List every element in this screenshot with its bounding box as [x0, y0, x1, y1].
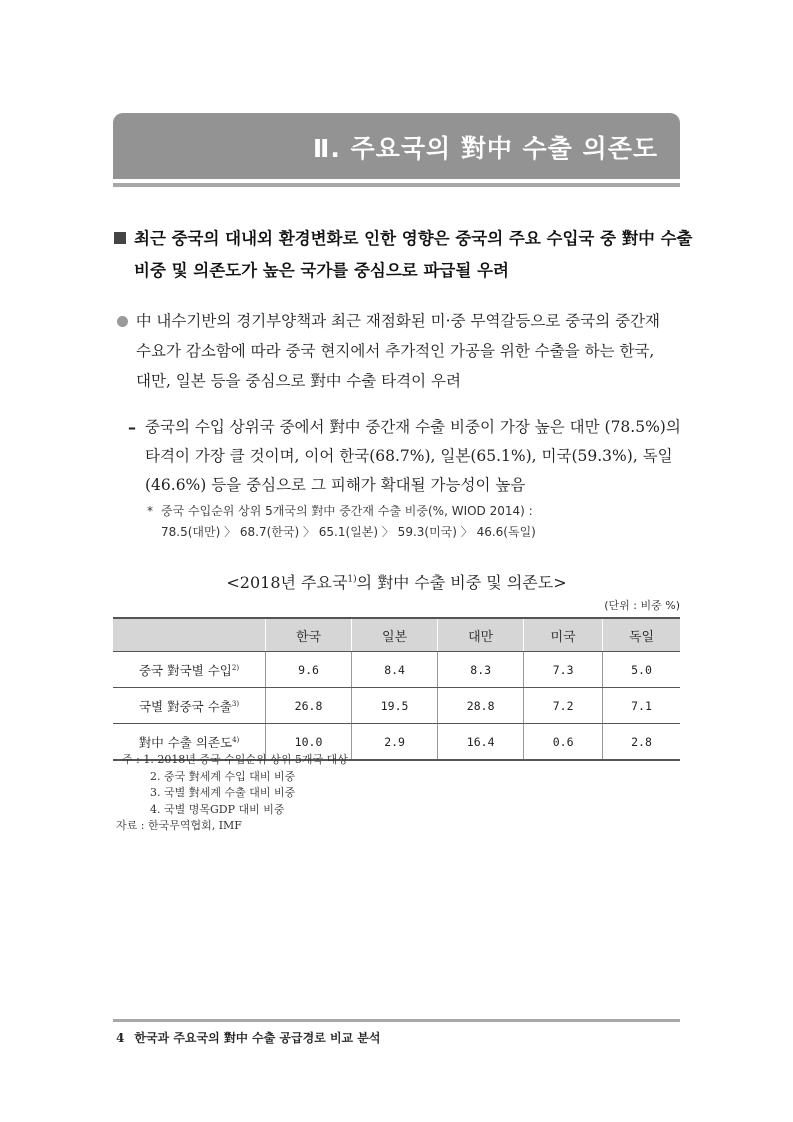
table-cell: 7.3 [524, 652, 603, 688]
bullet-line: 수요가 감소함에 따라 중국 현지에서 추가적인 가공을 위한 수출을 하는 한국, [136, 342, 655, 360]
asterisk-marker: * [147, 504, 153, 518]
footnote-line: 78.5(대만) 〉 68.7(한국) 〉 65.1(일본) 〉 59.3(미국) 〉 46.6(독일) [161, 525, 536, 539]
sub-bullet-paragraph [145, 413, 687, 500]
table-note: 주 : 1. 2018년 중국 수입순위 상위 5개국 대상 [122, 753, 348, 766]
summary-heading-line: 최근 중국의 대내외 환경변화로 인한 영향은 중국의 주요 수입국 중 對中 수출 [134, 229, 693, 248]
dash-marker: – [128, 418, 136, 437]
section-title: Ⅱ. 주요국의 對中 수출 의존도 [312, 134, 658, 163]
sub-bullet-line: 중국의 수입 상위국 중에서 對中 중간재 수출 비중이 가장 높은 대만 (78.5%)의 [145, 418, 681, 436]
square-bullet-icon [114, 232, 126, 244]
table-cell: 7.2 [524, 688, 603, 724]
footer-divider [113, 1019, 680, 1022]
bullet-line: 中 내수기반의 경기부양책과 최근 재점화된 미·중 무역갈등으로 중국의 중간재 [136, 312, 661, 330]
table-notes [116, 752, 348, 835]
banner-divider [113, 183, 680, 187]
table-note: 2. 중국 對세계 수입 대비 비중 [150, 769, 296, 783]
summary-heading-line: 비중 및 의존도가 높은 국가를 중심으로 파급될 우려 [134, 261, 509, 280]
table-cell: 26.8 [266, 688, 352, 724]
column-header: 한국 [266, 618, 352, 652]
table-cell: 8.3 [438, 652, 524, 688]
table-row [113, 652, 680, 688]
source-note: 자료 : 한국무역협회, IMF [116, 819, 242, 832]
caption-text: 의 對中 수출 비중 및 의존도> [356, 573, 567, 592]
table-note: 4. 국별 명목GDP 대비 비중 [150, 802, 285, 816]
table-cell: 19.5 [352, 688, 438, 724]
table-cell: 8.4 [352, 652, 438, 688]
table-unit: (단위 : 비중 %) [604, 599, 680, 612]
column-header: 독일 [603, 618, 680, 652]
sub-bullet-line: 타격이 가장 클 것이며, 이어 한국(68.7%), 일본(65.1%), 미국(59.3%), 독일 [145, 447, 673, 465]
caption-text: <2018년 주요국 [226, 573, 348, 592]
bullet-line: 대만, 일본 등을 중심으로 對中 수출 타격이 우려 [136, 372, 461, 390]
table-cell: 9.6 [266, 652, 352, 688]
row-label: 對中 수출 의존도$^{4)}$ [113, 724, 266, 761]
footnote-block [147, 501, 687, 543]
table-cell: 2.8 [603, 724, 680, 761]
table-caption [0, 570, 793, 593]
table-header-row [113, 618, 680, 652]
sub-bullet-line: (46.6%) 등을 중심으로 그 피해가 확대될 가능성이 높음 [145, 476, 526, 494]
table-cell: 0.6 [524, 724, 603, 761]
column-header: 대만 [438, 618, 524, 652]
export-dependency-table [113, 617, 680, 761]
table-cell: 28.8 [438, 688, 524, 724]
table-cell: 7.1 [603, 688, 680, 724]
column-header: 일본 [352, 618, 438, 652]
footnote-line: 중국 수입순위 상위 5개국의 對中 중간재 수출 비중(%, WIOD 2014) : [161, 504, 533, 518]
table-note: 3. 국별 對세계 수출 대비 비중 [150, 786, 296, 799]
circle-bullet-icon [117, 316, 128, 327]
section-banner [113, 113, 680, 179]
footer-title: 한국과 주요국의 對中 수출 공급경로 비교 분석 [134, 1031, 381, 1045]
row-label: 국별 對중국 수출$^{3)}$ [113, 688, 266, 724]
table-cell: 5.0 [603, 652, 680, 688]
table-cell: 2.9 [352, 724, 438, 761]
table-cell: 10.0 [266, 724, 352, 761]
column-header: 미국 [524, 618, 603, 652]
summary-heading [134, 223, 694, 287]
table-cell: 16.4 [438, 724, 524, 761]
row-label: 중국 對국별 수입$^{2)}$ [113, 652, 266, 688]
page-number: 4 [116, 1031, 125, 1045]
bullet-paragraph [136, 306, 686, 396]
caption-superscript: 1) [347, 574, 357, 585]
page-footer [116, 1029, 381, 1046]
table-row [113, 688, 680, 724]
column-header [113, 618, 266, 652]
